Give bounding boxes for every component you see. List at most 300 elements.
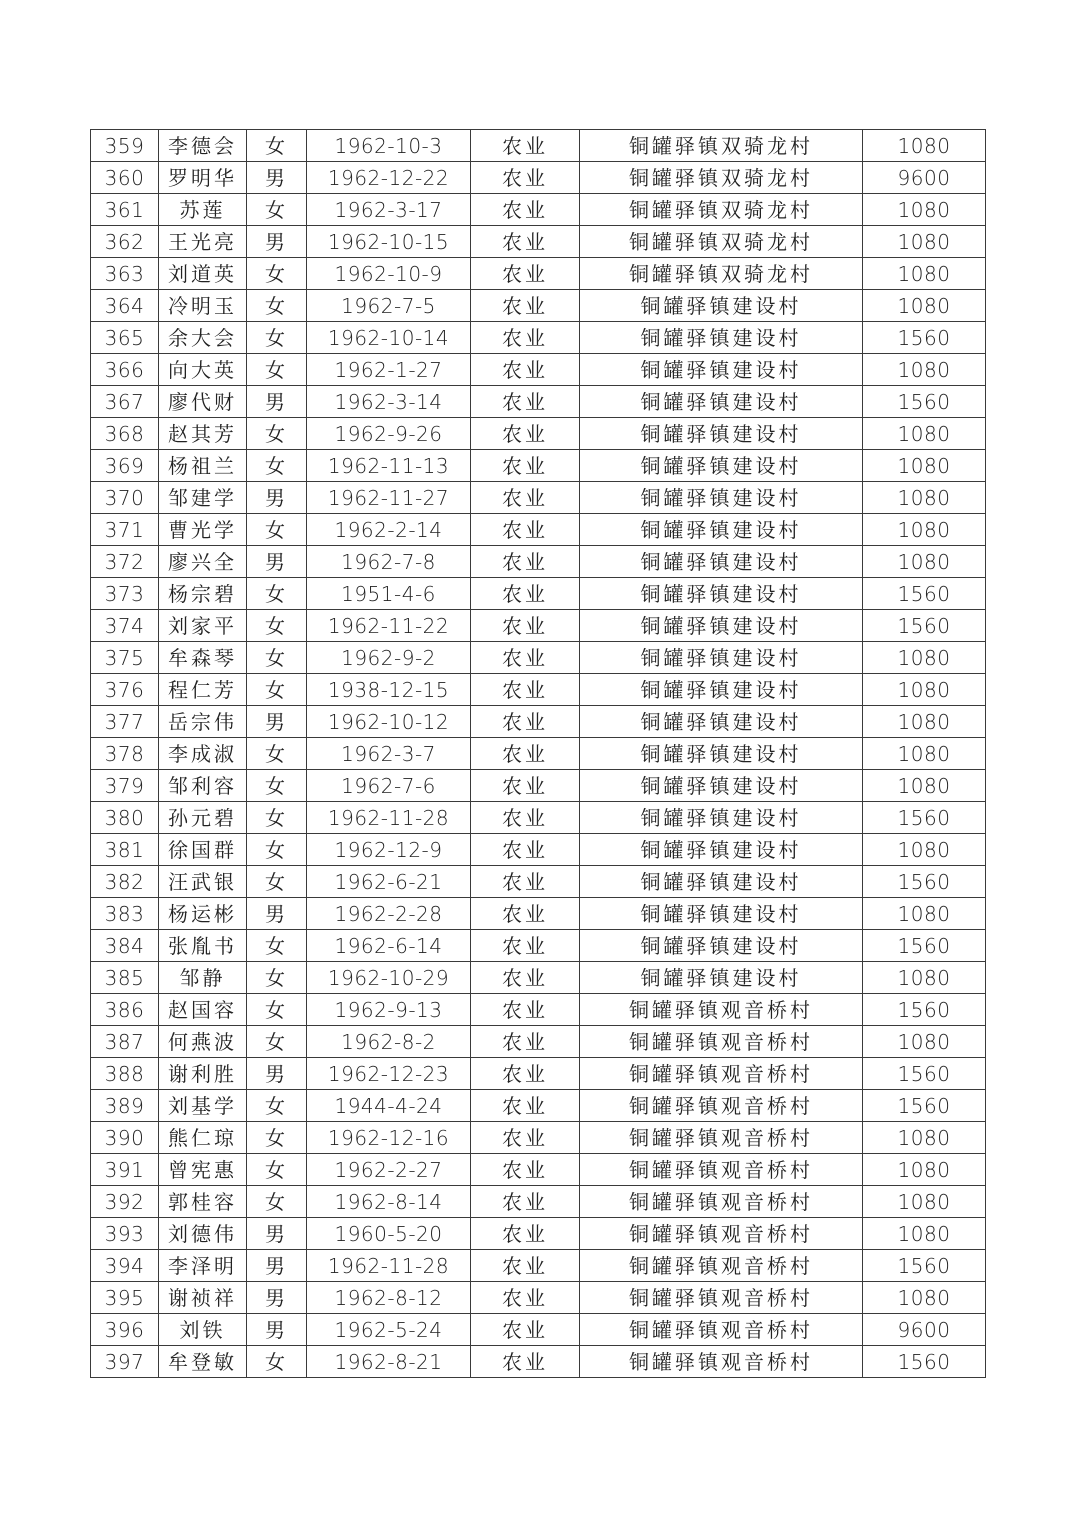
cell-occupation: 农业 (471, 1122, 580, 1154)
cell-serial-number: 371 (91, 514, 159, 546)
cell-birth-date: 1962-11-13 (307, 450, 471, 482)
cell-amount: 1080 (863, 1026, 986, 1058)
cell-name: 谢祯祥 (159, 1282, 247, 1314)
table-row (91, 1346, 986, 1378)
cell-occupation: 农业 (471, 834, 580, 866)
table-row (91, 546, 986, 578)
cell-gender: 女 (247, 514, 307, 546)
cell-gender: 女 (247, 1090, 307, 1122)
cell-occupation: 农业 (471, 930, 580, 962)
cell-occupation: 农业 (471, 1026, 580, 1058)
cell-name: 冷明玉 (159, 290, 247, 322)
cell-name: 谢利胜 (159, 1058, 247, 1090)
cell-amount: 1080 (863, 770, 986, 802)
cell-birth-date: 1962-10-3 (307, 130, 471, 162)
cell-birth-date: 1962-6-21 (307, 866, 471, 898)
table-row (91, 642, 986, 674)
cell-address: 铜罐驿镇建设村 (580, 898, 863, 930)
table-row (91, 834, 986, 866)
table-row (91, 514, 986, 546)
cell-gender: 女 (247, 770, 307, 802)
table-row (91, 802, 986, 834)
table-row (91, 994, 986, 1026)
cell-address: 铜罐驿镇观音桥村 (580, 1314, 863, 1346)
cell-birth-date: 1962-8-14 (307, 1186, 471, 1218)
table-row (91, 162, 986, 194)
cell-amount: 1080 (863, 706, 986, 738)
cell-amount: 1080 (863, 226, 986, 258)
cell-gender: 女 (247, 866, 307, 898)
cell-name: 曾宪惠 (159, 1154, 247, 1186)
cell-serial-number: 389 (91, 1090, 159, 1122)
table-row (91, 578, 986, 610)
cell-serial-number: 397 (91, 1346, 159, 1378)
cell-address: 铜罐驿镇建设村 (580, 578, 863, 610)
cell-occupation: 农业 (471, 1186, 580, 1218)
cell-name: 岳宗伟 (159, 706, 247, 738)
cell-name: 邹建学 (159, 482, 247, 514)
cell-address: 铜罐驿镇建设村 (580, 482, 863, 514)
cell-birth-date: 1962-11-22 (307, 610, 471, 642)
cell-birth-date: 1962-9-13 (307, 994, 471, 1026)
cell-address: 铜罐驿镇观音桥村 (580, 1026, 863, 1058)
cell-serial-number: 382 (91, 866, 159, 898)
cell-name: 赵其芳 (159, 418, 247, 450)
cell-gender: 女 (247, 962, 307, 994)
cell-occupation: 农业 (471, 802, 580, 834)
cell-birth-date: 1962-1-27 (307, 354, 471, 386)
cell-serial-number: 381 (91, 834, 159, 866)
cell-serial-number: 395 (91, 1282, 159, 1314)
cell-birth-date: 1962-5-24 (307, 1314, 471, 1346)
cell-birth-date: 1962-10-12 (307, 706, 471, 738)
cell-occupation: 农业 (471, 546, 580, 578)
cell-address: 铜罐驿镇观音桥村 (580, 994, 863, 1026)
table-row (91, 130, 986, 162)
cell-serial-number: 368 (91, 418, 159, 450)
cell-occupation: 农业 (471, 866, 580, 898)
cell-name: 汪武银 (159, 866, 247, 898)
cell-amount: 1080 (863, 1122, 986, 1154)
cell-serial-number: 396 (91, 1314, 159, 1346)
table-row (91, 674, 986, 706)
cell-name: 苏莲 (159, 194, 247, 226)
table-row (91, 1090, 986, 1122)
cell-occupation: 农业 (471, 450, 580, 482)
cell-name: 杨祖兰 (159, 450, 247, 482)
cell-birth-date: 1962-8-21 (307, 1346, 471, 1378)
cell-name: 罗明华 (159, 162, 247, 194)
cell-amount: 1080 (863, 354, 986, 386)
cell-amount: 1080 (863, 258, 986, 290)
cell-name: 廖代财 (159, 386, 247, 418)
cell-serial-number: 390 (91, 1122, 159, 1154)
cell-serial-number: 384 (91, 930, 159, 962)
cell-name: 刘德伟 (159, 1218, 247, 1250)
cell-amount: 1560 (863, 610, 986, 642)
table-row (91, 1122, 986, 1154)
table-row (91, 770, 986, 802)
cell-amount: 1560 (863, 994, 986, 1026)
cell-gender: 男 (247, 546, 307, 578)
cell-serial-number: 392 (91, 1186, 159, 1218)
cell-birth-date: 1962-7-6 (307, 770, 471, 802)
cell-address: 铜罐驿镇建设村 (580, 322, 863, 354)
cell-gender: 女 (247, 1346, 307, 1378)
cell-name: 赵国容 (159, 994, 247, 1026)
cell-name: 何燕波 (159, 1026, 247, 1058)
cell-gender: 女 (247, 1186, 307, 1218)
cell-address: 铜罐驿镇建设村 (580, 802, 863, 834)
cell-amount: 1560 (863, 578, 986, 610)
cell-serial-number: 374 (91, 610, 159, 642)
cell-address: 铜罐驿镇建设村 (580, 290, 863, 322)
cell-occupation: 农业 (471, 290, 580, 322)
cell-gender: 男 (247, 226, 307, 258)
cell-occupation: 农业 (471, 514, 580, 546)
cell-birth-date: 1938-12-15 (307, 674, 471, 706)
cell-serial-number: 379 (91, 770, 159, 802)
cell-serial-number: 372 (91, 546, 159, 578)
cell-address: 铜罐驿镇建设村 (580, 610, 863, 642)
cell-address: 铜罐驿镇建设村 (580, 738, 863, 770)
cell-birth-date: 1962-3-14 (307, 386, 471, 418)
cell-serial-number: 387 (91, 1026, 159, 1058)
cell-amount: 1080 (863, 1154, 986, 1186)
cell-gender: 女 (247, 930, 307, 962)
table-row (91, 418, 986, 450)
table-row (91, 386, 986, 418)
cell-serial-number: 366 (91, 354, 159, 386)
cell-serial-number: 386 (91, 994, 159, 1026)
table-row (91, 1058, 986, 1090)
cell-amount: 9600 (863, 1314, 986, 1346)
table-row (91, 610, 986, 642)
cell-birth-date: 1962-6-14 (307, 930, 471, 962)
table-row (91, 354, 986, 386)
cell-birth-date: 1951-4-6 (307, 578, 471, 610)
cell-amount: 1080 (863, 738, 986, 770)
cell-birth-date: 1962-11-27 (307, 482, 471, 514)
cell-gender: 女 (247, 322, 307, 354)
cell-birth-date: 1962-8-12 (307, 1282, 471, 1314)
cell-amount: 1080 (863, 514, 986, 546)
cell-amount: 1080 (863, 450, 986, 482)
cell-address: 铜罐驿镇建设村 (580, 770, 863, 802)
cell-occupation: 农业 (471, 994, 580, 1026)
cell-birth-date: 1962-2-14 (307, 514, 471, 546)
cell-address: 铜罐驿镇建设村 (580, 386, 863, 418)
cell-amount: 1080 (863, 418, 986, 450)
cell-serial-number: 383 (91, 898, 159, 930)
cell-address: 铜罐驿镇观音桥村 (580, 1058, 863, 1090)
cell-gender: 女 (247, 642, 307, 674)
cell-gender: 女 (247, 258, 307, 290)
cell-amount: 1560 (863, 1058, 986, 1090)
cell-name: 杨运彬 (159, 898, 247, 930)
table-row (91, 1186, 986, 1218)
cell-amount: 1560 (863, 322, 986, 354)
cell-occupation: 农业 (471, 226, 580, 258)
cell-occupation: 农业 (471, 322, 580, 354)
cell-amount: 1560 (863, 802, 986, 834)
cell-serial-number: 393 (91, 1218, 159, 1250)
cell-name: 牟登敏 (159, 1346, 247, 1378)
cell-name: 熊仁琼 (159, 1122, 247, 1154)
cell-name: 邹利容 (159, 770, 247, 802)
cell-occupation: 农业 (471, 610, 580, 642)
cell-address: 铜罐驿镇建设村 (580, 546, 863, 578)
cell-amount: 9600 (863, 162, 986, 194)
cell-birth-date: 1962-10-29 (307, 962, 471, 994)
cell-gender: 女 (247, 578, 307, 610)
cell-gender: 女 (247, 418, 307, 450)
cell-occupation: 农业 (471, 1058, 580, 1090)
table-row (91, 1282, 986, 1314)
cell-amount: 1080 (863, 898, 986, 930)
cell-occupation: 农业 (471, 962, 580, 994)
cell-name: 刘道英 (159, 258, 247, 290)
cell-birth-date: 1962-7-8 (307, 546, 471, 578)
table-row (91, 450, 986, 482)
cell-birth-date: 1962-12-22 (307, 162, 471, 194)
cell-birth-date: 1960-5-20 (307, 1218, 471, 1250)
cell-serial-number: 388 (91, 1058, 159, 1090)
cell-gender: 女 (247, 290, 307, 322)
cell-name: 刘家平 (159, 610, 247, 642)
cell-gender: 女 (247, 1154, 307, 1186)
table-row (91, 1218, 986, 1250)
cell-birth-date: 1962-2-28 (307, 898, 471, 930)
cell-serial-number: 375 (91, 642, 159, 674)
cell-name: 张胤书 (159, 930, 247, 962)
cell-gender: 女 (247, 450, 307, 482)
cell-address: 铜罐驿镇建设村 (580, 834, 863, 866)
cell-gender: 女 (247, 802, 307, 834)
cell-address: 铜罐驿镇建设村 (580, 930, 863, 962)
cell-name: 余大会 (159, 322, 247, 354)
cell-occupation: 农业 (471, 738, 580, 770)
cell-birth-date: 1962-12-16 (307, 1122, 471, 1154)
cell-gender: 男 (247, 1282, 307, 1314)
table-row (91, 1250, 986, 1282)
cell-amount: 1080 (863, 642, 986, 674)
cell-occupation: 农业 (471, 162, 580, 194)
cell-gender: 男 (247, 482, 307, 514)
cell-birth-date: 1962-7-5 (307, 290, 471, 322)
cell-gender: 女 (247, 194, 307, 226)
cell-occupation: 农业 (471, 1250, 580, 1282)
cell-address: 铜罐驿镇观音桥村 (580, 1282, 863, 1314)
cell-occupation: 农业 (471, 1090, 580, 1122)
cell-address: 铜罐驿镇建设村 (580, 418, 863, 450)
cell-birth-date: 1962-10-15 (307, 226, 471, 258)
cell-address: 铜罐驿镇观音桥村 (580, 1154, 863, 1186)
cell-gender: 男 (247, 1058, 307, 1090)
cell-amount: 1080 (863, 834, 986, 866)
table-row (91, 898, 986, 930)
cell-name: 邹静 (159, 962, 247, 994)
cell-gender: 女 (247, 610, 307, 642)
cell-serial-number: 367 (91, 386, 159, 418)
cell-serial-number: 394 (91, 1250, 159, 1282)
cell-occupation: 农业 (471, 1154, 580, 1186)
cell-occupation: 农业 (471, 1282, 580, 1314)
cell-gender: 男 (247, 706, 307, 738)
cell-name: 徐国群 (159, 834, 247, 866)
cell-serial-number: 373 (91, 578, 159, 610)
cell-address: 铜罐驿镇建设村 (580, 962, 863, 994)
cell-name: 杨宗碧 (159, 578, 247, 610)
cell-address: 铜罐驿镇双骑龙村 (580, 226, 863, 258)
table-row (91, 962, 986, 994)
table-row (91, 258, 986, 290)
cell-occupation: 农业 (471, 706, 580, 738)
roster-table (90, 129, 986, 1378)
cell-gender: 男 (247, 1218, 307, 1250)
table-row (91, 290, 986, 322)
cell-address: 铜罐驿镇双骑龙村 (580, 130, 863, 162)
cell-address: 铜罐驿镇建设村 (580, 674, 863, 706)
cell-address: 铜罐驿镇观音桥村 (580, 1346, 863, 1378)
cell-address: 铜罐驿镇双骑龙村 (580, 258, 863, 290)
table-row (91, 226, 986, 258)
cell-occupation: 农业 (471, 674, 580, 706)
cell-occupation: 农业 (471, 642, 580, 674)
cell-birth-date: 1962-3-7 (307, 738, 471, 770)
cell-birth-date: 1962-9-2 (307, 642, 471, 674)
cell-amount: 1080 (863, 290, 986, 322)
cell-amount: 1560 (863, 1346, 986, 1378)
cell-address: 铜罐驿镇建设村 (580, 706, 863, 738)
cell-serial-number: 370 (91, 482, 159, 514)
cell-address: 铜罐驿镇建设村 (580, 866, 863, 898)
cell-amount: 1080 (863, 194, 986, 226)
cell-serial-number: 365 (91, 322, 159, 354)
cell-occupation: 农业 (471, 898, 580, 930)
cell-amount: 1080 (863, 1282, 986, 1314)
cell-serial-number: 377 (91, 706, 159, 738)
cell-address: 铜罐驿镇观音桥村 (580, 1250, 863, 1282)
cell-gender: 女 (247, 1026, 307, 1058)
table-row (91, 1026, 986, 1058)
cell-amount: 1560 (863, 1250, 986, 1282)
cell-gender: 男 (247, 386, 307, 418)
cell-amount: 1080 (863, 962, 986, 994)
cell-birth-date: 1962-12-9 (307, 834, 471, 866)
cell-serial-number: 364 (91, 290, 159, 322)
cell-address: 铜罐驿镇观音桥村 (580, 1218, 863, 1250)
cell-name: 刘基学 (159, 1090, 247, 1122)
cell-serial-number: 360 (91, 162, 159, 194)
cell-gender: 女 (247, 354, 307, 386)
cell-address: 铜罐驿镇建设村 (580, 354, 863, 386)
table-row (91, 322, 986, 354)
cell-name: 牟森琴 (159, 642, 247, 674)
table-row (91, 1154, 986, 1186)
table-row (91, 930, 986, 962)
cell-birth-date: 1962-11-28 (307, 802, 471, 834)
cell-gender: 女 (247, 1122, 307, 1154)
table-row (91, 738, 986, 770)
cell-birth-date: 1962-12-23 (307, 1058, 471, 1090)
cell-address: 铜罐驿镇观音桥村 (580, 1090, 863, 1122)
cell-occupation: 农业 (471, 1218, 580, 1250)
cell-serial-number: 361 (91, 194, 159, 226)
cell-amount: 1080 (863, 1186, 986, 1218)
cell-name: 李德会 (159, 130, 247, 162)
cell-address: 铜罐驿镇建设村 (580, 514, 863, 546)
cell-serial-number: 376 (91, 674, 159, 706)
cell-name: 程仁芳 (159, 674, 247, 706)
cell-serial-number: 359 (91, 130, 159, 162)
table-row (91, 1314, 986, 1346)
cell-birth-date: 1962-11-28 (307, 1250, 471, 1282)
cell-birth-date: 1962-9-26 (307, 418, 471, 450)
cell-serial-number: 363 (91, 258, 159, 290)
cell-address: 铜罐驿镇观音桥村 (580, 1122, 863, 1154)
cell-address: 铜罐驿镇双骑龙村 (580, 162, 863, 194)
cell-amount: 1560 (863, 1090, 986, 1122)
cell-serial-number: 362 (91, 226, 159, 258)
roster-body (91, 130, 986, 1378)
cell-occupation: 农业 (471, 1346, 580, 1378)
cell-serial-number: 378 (91, 738, 159, 770)
cell-birth-date: 1962-8-2 (307, 1026, 471, 1058)
cell-gender: 女 (247, 994, 307, 1026)
cell-name: 李泽明 (159, 1250, 247, 1282)
cell-amount: 1560 (863, 930, 986, 962)
cell-amount: 1560 (863, 386, 986, 418)
cell-birth-date: 1944-4-24 (307, 1090, 471, 1122)
cell-occupation: 农业 (471, 194, 580, 226)
cell-name: 刘铁 (159, 1314, 247, 1346)
cell-amount: 1080 (863, 546, 986, 578)
cell-occupation: 农业 (471, 482, 580, 514)
cell-address: 铜罐驿镇建设村 (580, 450, 863, 482)
cell-address: 铜罐驿镇双骑龙村 (580, 194, 863, 226)
cell-address: 铜罐驿镇观音桥村 (580, 1186, 863, 1218)
cell-name: 李成淑 (159, 738, 247, 770)
cell-occupation: 农业 (471, 258, 580, 290)
cell-occupation: 农业 (471, 578, 580, 610)
cell-gender: 女 (247, 130, 307, 162)
cell-gender: 女 (247, 674, 307, 706)
cell-gender: 男 (247, 1314, 307, 1346)
cell-serial-number: 369 (91, 450, 159, 482)
cell-name: 向大英 (159, 354, 247, 386)
cell-amount: 1080 (863, 130, 986, 162)
cell-occupation: 农业 (471, 130, 580, 162)
table-row (91, 706, 986, 738)
cell-amount: 1080 (863, 674, 986, 706)
cell-amount: 1080 (863, 1218, 986, 1250)
cell-birth-date: 1962-2-27 (307, 1154, 471, 1186)
cell-address: 铜罐驿镇建设村 (580, 642, 863, 674)
cell-name: 曹光学 (159, 514, 247, 546)
cell-gender: 女 (247, 834, 307, 866)
table-row (91, 866, 986, 898)
table-row (91, 194, 986, 226)
cell-serial-number: 380 (91, 802, 159, 834)
cell-occupation: 农业 (471, 354, 580, 386)
cell-gender: 男 (247, 898, 307, 930)
cell-occupation: 农业 (471, 1314, 580, 1346)
cell-amount: 1560 (863, 866, 986, 898)
cell-birth-date: 1962-10-14 (307, 322, 471, 354)
cell-occupation: 农业 (471, 418, 580, 450)
cell-gender: 男 (247, 1250, 307, 1282)
